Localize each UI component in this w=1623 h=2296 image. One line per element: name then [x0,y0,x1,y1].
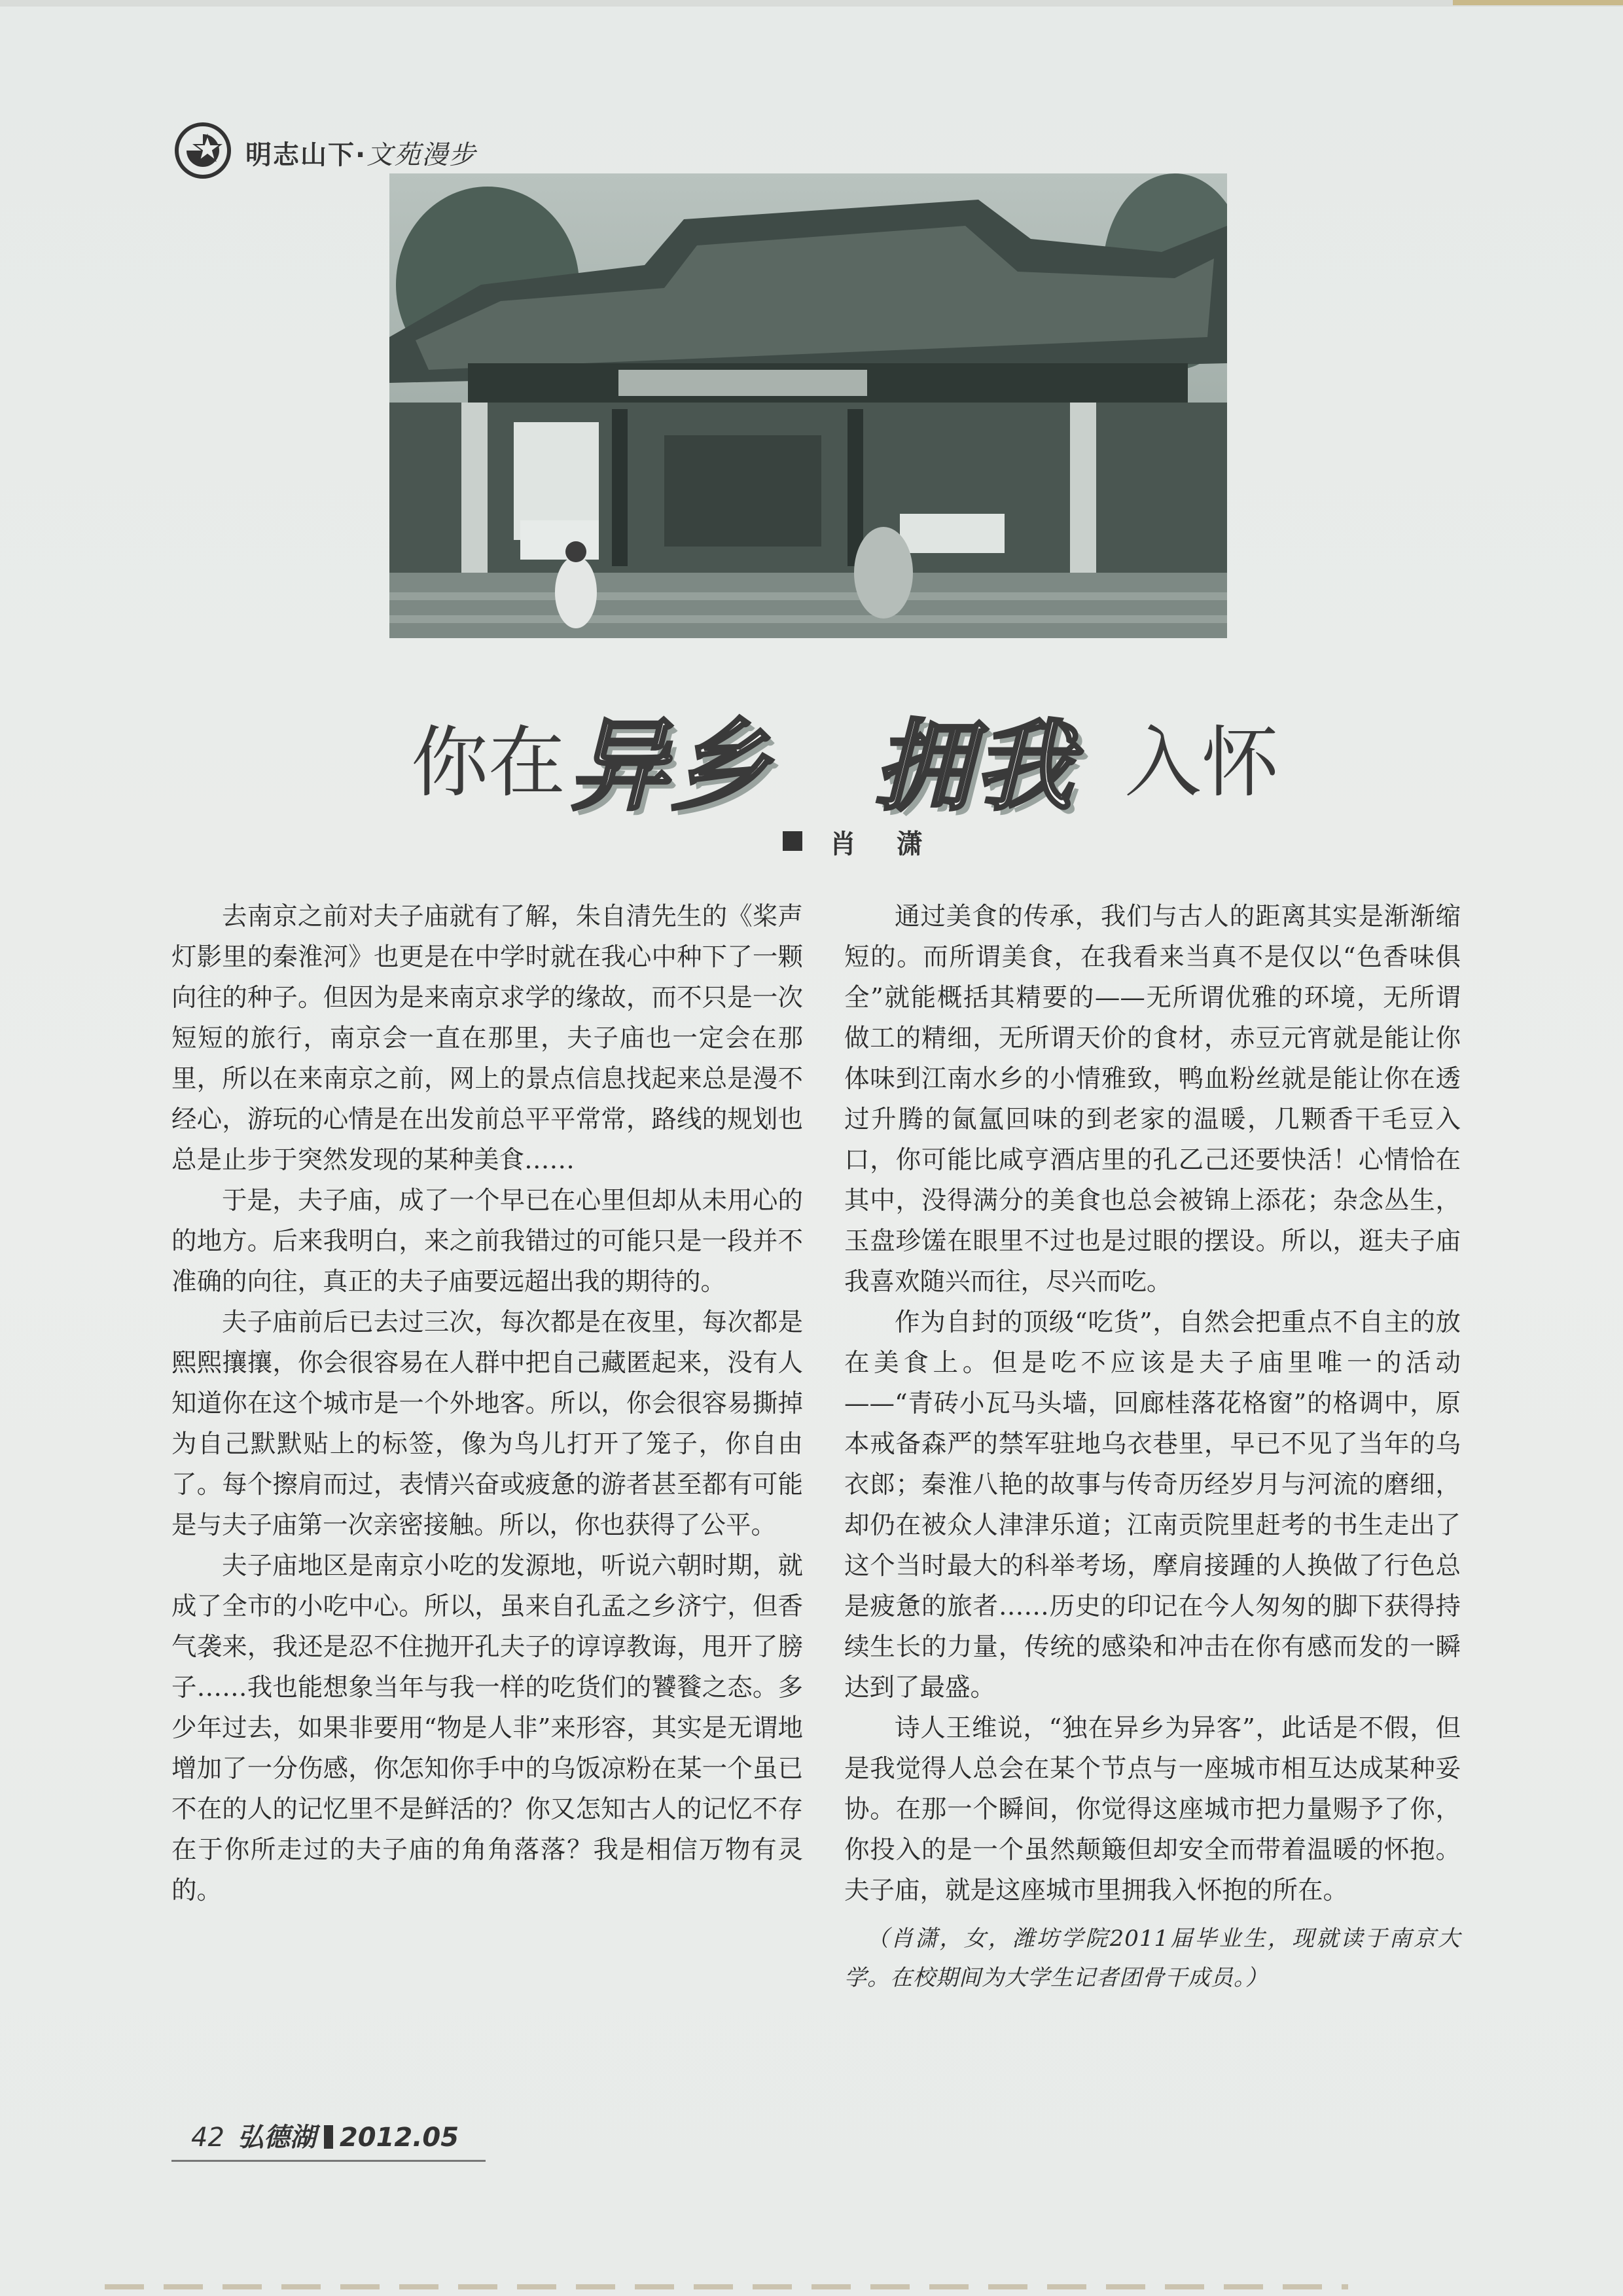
magazine-name: 弘德湖 [237,2123,316,2153]
section-name: 明志山下 [245,140,355,170]
title-part-right: 入怀 [1124,717,1279,808]
paragraph: 作为自封的顶级“吃货”，自然会把重点不自主的放在美食上。但是吃不应该是夫子庙里唯一的活动——“青砖小瓦马头墙，回廊桂落花格窗”的格调中，原本戒备森严的禁军驻地乌衣巷里，早已不见了当年的乌衣郎；秦淮八艳的故事与传奇历经岁月与河流的磨细，却仍在被众人津津乐道；江南贡院里赶考的书生走出了这个当时最大的科举考场，摩肩接踵的人换做了行色总是疲惫的旅者……历史的印记在今人匆匆的脚下获得持续生长的力量，传统的感染和冲击在你有感而发的一瞬达到了最盛。 [844,1308,1461,1702]
author-name: 肖 潇 [830,829,938,859]
article-right-column [844,897,1461,1998]
title-art-embrace-me: 拥我 [874,710,1076,824]
page-number: 42 [191,2123,224,2153]
section-title [245,134,476,171]
page-top-edge [0,0,1623,7]
subsection-name: 文苑漫步 [366,140,477,170]
author-bio: （肖潇，女，潍坊学院2011届毕业生，现就读于南京大学。在校期间为大学生记者团骨干成员。） [844,1926,1461,1991]
paragraph: 通过美食的传承，我们与古人的距离其实是渐渐缩短的。而所谓美食，在我看来当真不是仅以“色香味俱全”就能概括其精要的——无所谓优雅的环境，无所谓做工的精细，无所谓天价的食材，赤豆元宵就是能让你体味到江南水乡的小情雅致，鸭血粉丝就是能让你在透过升腾的氤氲回味的到老家的温暖，几颗香干毛豆入口，你可能比咸亨酒店里的孔乙己还要快活！心情恰在其中，没得满分的美食也总会被锦上添花；杂念丛生，玉盘珍馐在眼里不过也是过眼的摆设。所以，逛夫子庙我喜欢随兴而往，尽兴而吃。 [844,902,1461,1297]
paragraph: 去南京之前对夫子庙就有了解，朱自清先生的《桨声灯影里的秦淮河》也更是在中学时就在我心中种下了一颗向往的种子。但因为是来南京求学的缘故，而不只是一次短短的旅行，南京会一直在那里，夫子庙也一定会在那里，所以在来南京之前，网上的景点信息找起来总是漫不经心，游玩的心情是在出发前总平平常常，路线的规划也总是止步于突然发现的某种美食…… [171,902,803,1175]
paragraph: 夫子庙前后已去过三次，每次都是在夜里，每次都是熙熙攘攘，你会很容易在人群中把自己藏匿起来，没有人知道你在这个城市是一个外地客。所以，你会很容易撕掉为自己默默贴上的标签，像为鸟儿打开了笼子，你自由了。每个擦肩而过，表情兴奋或疲惫的游者甚至都有可能是与夫子庙第一次亲密接触。所以，你也获得了公平。 [171,1308,803,1540]
article-left-column [171,897,803,1911]
bottom-edge-marks [105,2284,1348,2289]
page-top-edge-mark [1453,0,1623,5]
footer-bar [324,2125,333,2149]
issue-number: 2012.05 [339,2123,459,2153]
title-art-foreign-land: 异乡 [569,710,772,824]
article-title [0,687,1623,824]
section-separator: · [355,140,367,170]
author-marker [783,831,802,851]
paragraph: 诗人王维说，“独在异乡为异客”，此话是不假，但是我觉得人总会在某个节点与一座城市相互达成某种妥协。在那一个瞬间，你觉得这座城市把力量赐予了你，你投入的是一个虽然颠簸但却安全而带着温暖的怀抱。夫子庙，就是这座城市里拥我入怀抱的所在。 [844,1713,1461,1905]
title-part-left: 你在 [411,717,566,808]
paragraph: 夫子庙地区是南京小吃的发源地，听说六朝时期，就成了全市的小吃中心。所以，虽来自孔孟之乡济宁，但香气袭来，我还是忍不住抛开孔夫子的谆谆教诲，甩开了膀子……我也能想象当年与我一样的吃货们的饕餮之态。多少年过去，如果非要用“物是人非”来形容，其实是无谓地增加了一分伤感，你怎知你手中的乌饭凉粉在某一个虽已不在的人的记忆里不是鲜活的？你又怎知古人的记忆不存在于你所走过的夫子庙的角角落落？我是相信万物有灵的。 [171,1551,803,1905]
section-logo-icon [173,121,232,180]
page-footer [191,2117,459,2154]
paragraph: 于是，夫子庙，成了一个早已在心里但却从未用心的的地方。后来我明白，来之前我错过的可能只是一段并不准确的向往，真正的夫子庙要远超出我的期待的。 [171,1186,803,1297]
temple-gate-photo [389,173,1227,638]
footer-rule [171,2160,486,2162]
